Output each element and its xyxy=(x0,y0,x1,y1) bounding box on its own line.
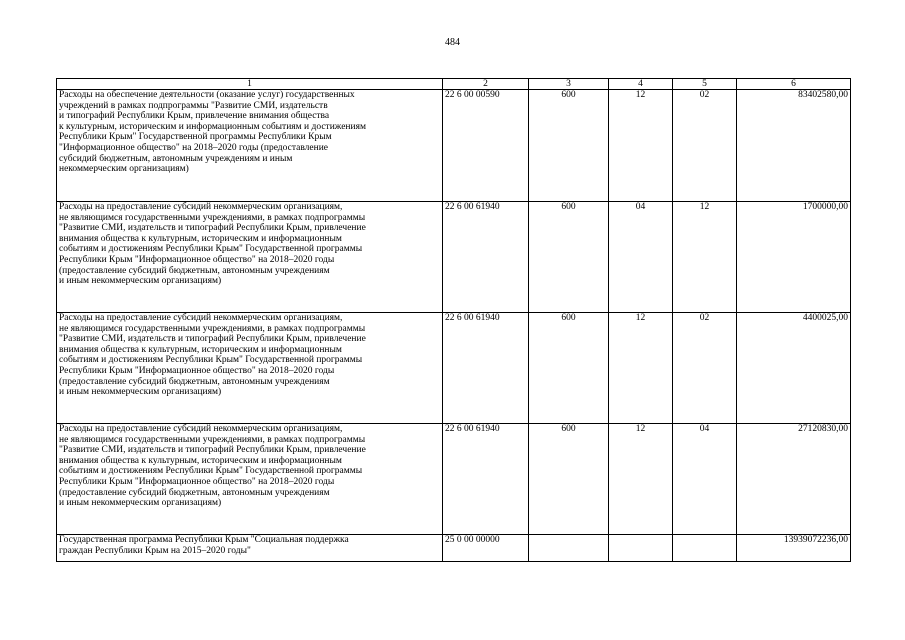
table-row xyxy=(57,202,851,313)
column-header: 5 xyxy=(673,79,737,90)
budget-table xyxy=(56,78,851,562)
target-article-code: 22 6 00 00590 xyxy=(443,90,529,202)
expense-type-code: 600 xyxy=(529,202,609,313)
subsection-code xyxy=(673,535,737,562)
subsection-code: 02 xyxy=(673,90,737,202)
section-code: 12 xyxy=(609,313,673,424)
amount: 27120830,00 xyxy=(737,424,851,535)
section-code: 04 xyxy=(609,202,673,313)
page-number: 484 xyxy=(445,37,460,48)
table-row xyxy=(57,90,851,202)
subsection-code: 02 xyxy=(673,313,737,424)
column-header: 3 xyxy=(529,79,609,90)
section-code: 12 xyxy=(609,424,673,535)
column-header: 2 xyxy=(443,79,529,90)
target-article-code: 22 6 00 61940 xyxy=(443,313,529,424)
subsection-code: 04 xyxy=(673,424,737,535)
table-row xyxy=(57,313,851,424)
column-header: 6 xyxy=(737,79,851,90)
target-article-code: 25 0 00 00000 xyxy=(443,535,529,562)
row-description: Расходы на предоставление субсидий некоммерческим организациям, не являющимся государственными учреждениями, в рамках подпрограммы "Развитие СМИ, издательств и типографий Республики Крым, привлечение внимания общества к культурным, историческим и информационным событиям и достижениям Республики Крым" Государственной программы Республики Крым "Информационное общество" на 2018–2020 годы (предоставление субсидий бюджетным, автономным учреждениям и иным некоммерческим организациям) xyxy=(57,313,443,424)
target-article-code: 22 6 00 61940 xyxy=(443,424,529,535)
section-code: 12 xyxy=(609,90,673,202)
table-row xyxy=(57,424,851,535)
column-header: 4 xyxy=(609,79,673,90)
expense-type-code: 600 xyxy=(529,424,609,535)
row-description: Расходы на предоставление субсидий некоммерческим организациям, не являющимся государственными учреждениями, в рамках подпрограммы "Развитие СМИ, издательств и типографий Республики Крым, привлечение внимания общества к культурным, историческим и информационным событиям и достижениям Республики Крым" Государственной программы Республики Крым "Информационное общество" на 2018–2020 годы (предоставление субсидий бюджетным, автономным учреждениям и иным некоммерческим организациям) xyxy=(57,424,443,535)
amount: 13939072236,00 xyxy=(737,535,851,562)
row-description: Государственная программа Республики Крым "Социальная поддержка граждан Республики Крым на 2015–2020 годы" xyxy=(57,535,443,562)
amount: 1700000,00 xyxy=(737,202,851,313)
row-description: Расходы на предоставление субсидий некоммерческим организациям, не являющимся государственными учреждениями, в рамках подпрограммы "Развитие СМИ, издательств и типографий Республики Крым, привлечение внимания общества к культурным, историческим и информационным событиям и достижениям Республики Крым" Государственной программы Республики Крым "Информационное общество" на 2018–2020 годы (предоставление субсидий бюджетным, автономным учреждениям и иным некоммерческим организациям) xyxy=(57,202,443,313)
target-article-code: 22 6 00 61940 xyxy=(443,202,529,313)
expense-type-code: 600 xyxy=(529,90,609,202)
header-row xyxy=(57,79,851,90)
expense-type-code xyxy=(529,535,609,562)
expense-type-code: 600 xyxy=(529,313,609,424)
amount: 4400025,00 xyxy=(737,313,851,424)
column-header: 1 xyxy=(57,79,443,90)
amount: 83402580,00 xyxy=(737,90,851,202)
row-description: Расходы на обеспечение деятельности (оказание услуг) государственных учреждений в рамках подпрограммы "Развитие СМИ, издательств и типографий Республики Крым, привлечение внимания общества к культурным, историческим и информационным событиям и достижениям Республики Крым" Государственной программы Республики Крым "Информационное общество" на 2018–2020 годы (предоставление субсидий бюджетным, автономным учреждениям и иным некоммерческим организациям) xyxy=(57,90,443,202)
subsection-code: 12 xyxy=(673,202,737,313)
table-row xyxy=(57,535,851,562)
section-code xyxy=(609,535,673,562)
